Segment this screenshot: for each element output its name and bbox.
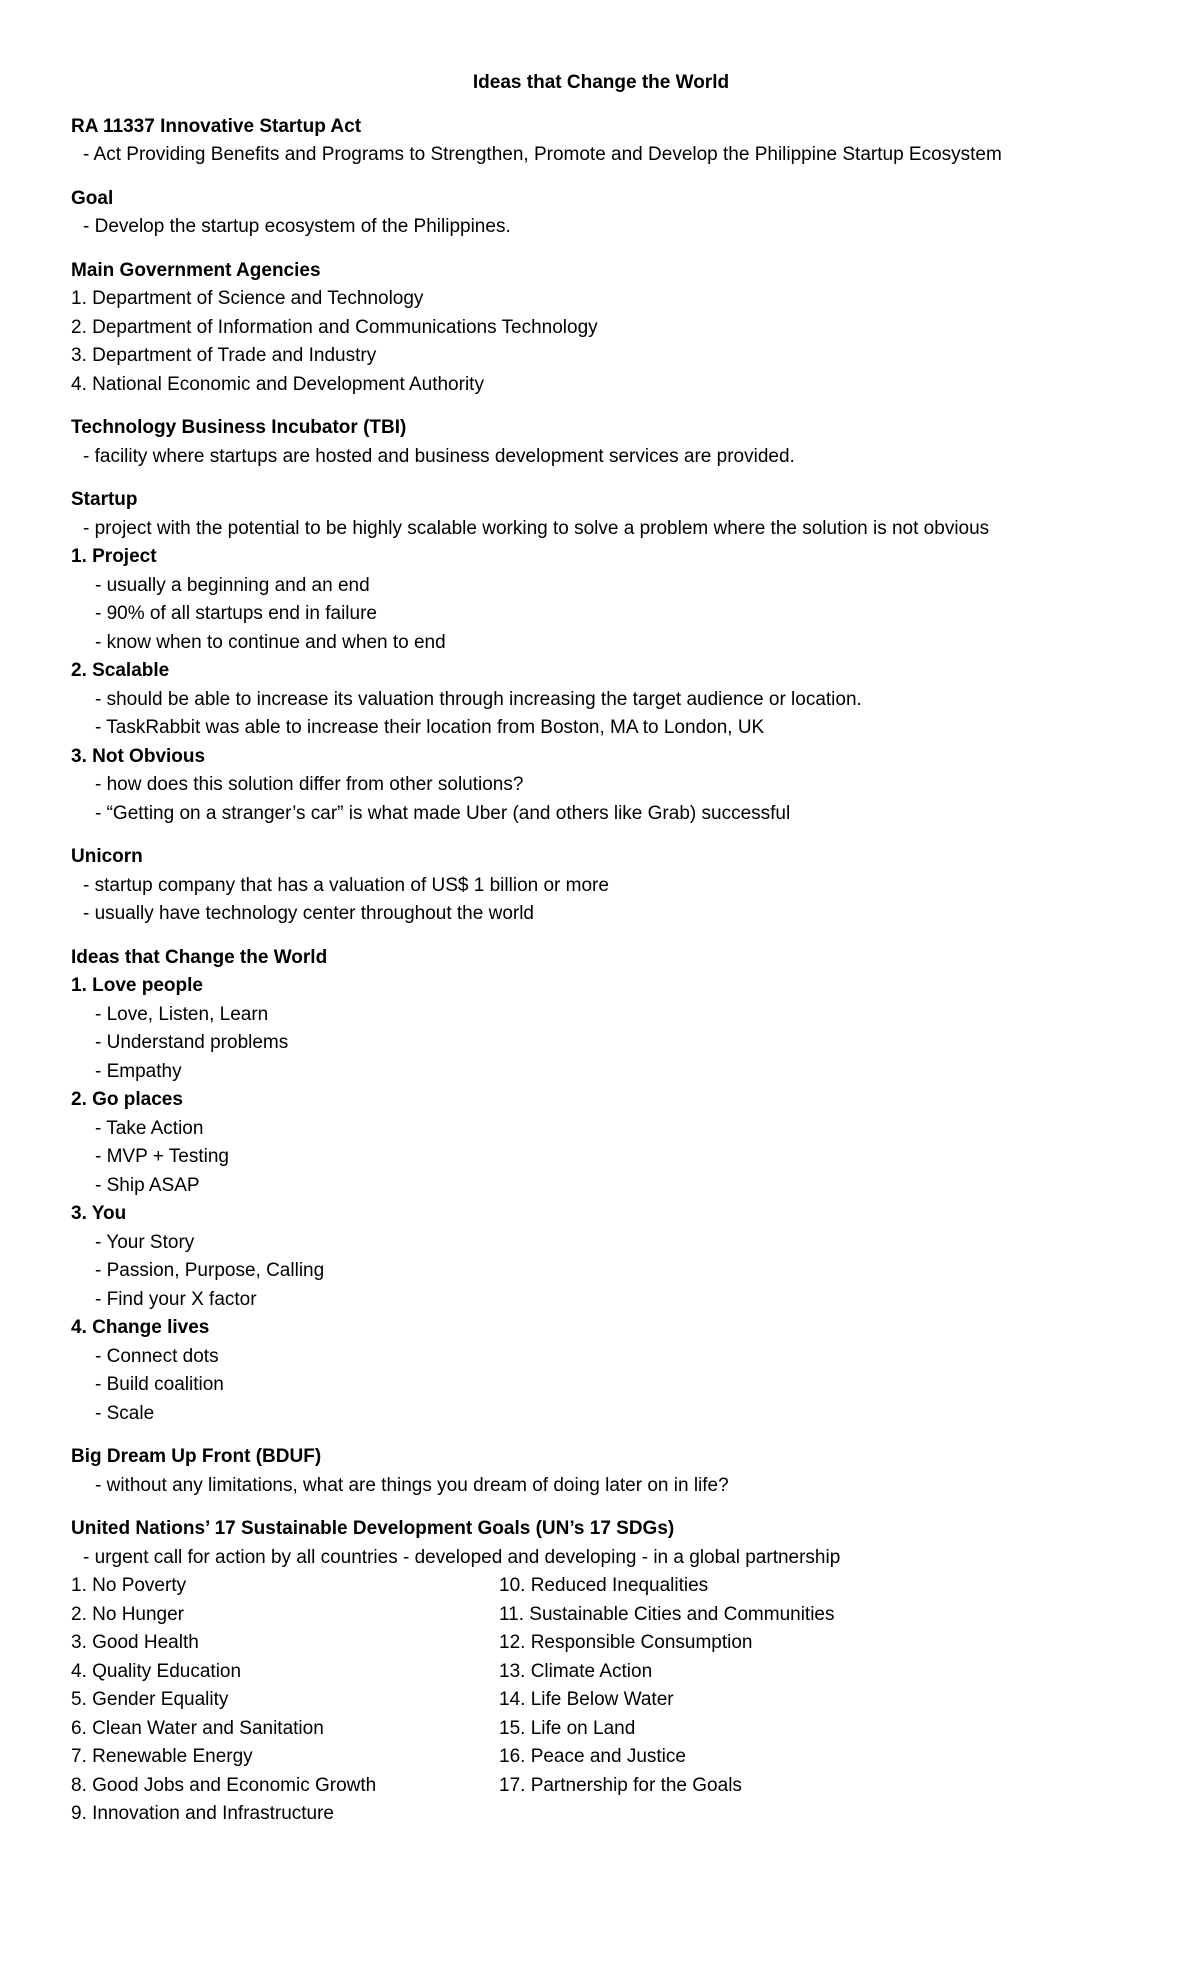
sdg-item: 9. Innovation and Infrastructure <box>71 1803 334 1824</box>
startup-point-item: - “Getting on a stranger’s car” is what made Uber (and others like Grab) successful <box>95 802 791 824</box>
agencies-section <box>71 257 1131 400</box>
goal-heading: Goal <box>71 187 114 209</box>
startup-heading: Startup <box>71 489 138 510</box>
startup-point-item: - know when to continue and when to end <box>95 631 446 653</box>
idea-point: - Understand problems <box>95 1032 289 1053</box>
bduf-heading: Big Dream Up Front (BDUF) <box>71 1446 322 1467</box>
bduf-description: - without any limitations, what are things you dream of doing later on in life? <box>95 1474 729 1496</box>
idea-point: - Take Action <box>95 1117 204 1139</box>
startup-point-item: - 90% of all startups end in failure <box>95 603 377 624</box>
agency-item: 1. Department of Science and Technology <box>71 288 424 309</box>
sdg-item: 5. Gender Equality <box>71 1689 229 1710</box>
idea-point: - Love, Listen, Learn <box>95 1003 269 1025</box>
sdg-heading: United Nations’ 17 Sustainable Development Goals (UN’s 17 SDGs) <box>71 1518 675 1539</box>
page-title: Ideas that Change the World <box>472 72 730 93</box>
act-section <box>71 113 1131 170</box>
idea-heading: 4. Change lives <box>71 1317 210 1338</box>
startup-point-item: - should be able to increase its valuation through increasing the target audience or location. <box>95 688 862 710</box>
sdg-item: 3. Good Health <box>71 1632 199 1653</box>
tbi-description: - facility where startups are hosted and business development services are provided. <box>83 445 795 467</box>
idea-point: - MVP + Testing <box>95 1146 229 1167</box>
agency-item: 3. Department of Trade and Industry <box>71 345 377 366</box>
bduf-section <box>71 1443 1131 1500</box>
idea-point: - Build coalition <box>95 1374 224 1395</box>
agency-item: 2. Department of Information and Communications Technology <box>71 316 598 338</box>
tbi-section <box>71 414 1131 471</box>
sdg-item: 17. Partnership for the Goals <box>499 1774 742 1796</box>
sdg-item: 6. Clean Water and Sanitation <box>71 1717 324 1739</box>
sdg-item: 1. No Poverty <box>71 1575 187 1596</box>
sdg-item: 13. Climate Action <box>499 1660 653 1682</box>
sdg-column-left <box>71 1572 499 1829</box>
startup-point-heading: 3. Not Obvious <box>71 745 206 767</box>
sdg-item: 4. Quality Education <box>71 1660 242 1682</box>
startup-point-heading: 1. Project <box>71 546 157 567</box>
idea-point: - Scale <box>95 1402 155 1424</box>
idea-point: - Your Story <box>95 1231 195 1253</box>
sdg-description: - urgent call for action by all countries - developed and developing - in a global partnership <box>83 1546 841 1568</box>
startup-point-item: - TaskRabbit was able to increase their location from Boston, MA to London, UK <box>95 717 765 738</box>
sdg-columns <box>71 1572 1131 1829</box>
sdg-column-right <box>499 1572 999 1829</box>
sdg-item: 10. Reduced Inequalities <box>499 1575 709 1596</box>
sdg-item: 16. Peace and Justice <box>499 1746 686 1767</box>
act-description: - Act Providing Benefits and Programs to Strengthen, Promote and Develop the Philippine Startup Ecosystem <box>83 144 1002 165</box>
goal-description: - Develop the startup ecosystem of the Philippines. <box>83 216 511 237</box>
unicorn-point: - usually have technology center throughout the world <box>83 903 534 924</box>
idea-heading: 1. Love people <box>71 975 203 996</box>
sdg-item: 11. Sustainable Cities and Communities <box>499 1603 835 1625</box>
idea-point: - Passion, Purpose, Calling <box>95 1260 325 1281</box>
sdg-item: 12. Responsible Consumption <box>499 1632 753 1653</box>
sdg-item: 7. Renewable Energy <box>71 1746 253 1767</box>
sdg-item: 14. Life Below Water <box>499 1689 674 1710</box>
startup-point-item: - usually a beginning and an end <box>95 574 370 596</box>
sdg-section <box>71 1515 1131 1829</box>
unicorn-section <box>71 843 1131 929</box>
unicorn-heading: Unicorn <box>71 846 143 867</box>
unicorn-point: - startup company that has a valuation of US$ 1 billion or more <box>83 874 609 896</box>
startup-section <box>71 486 1131 828</box>
startup-point-item: - how does this solution differ from other solutions? <box>95 774 524 795</box>
sdg-item: 8. Good Jobs and Economic Growth <box>71 1774 377 1796</box>
ideas-heading: Ideas that Change the World <box>71 946 328 968</box>
idea-point: - Connect dots <box>95 1345 219 1367</box>
agency-item: 4. National Economic and Development Authority <box>71 373 484 395</box>
idea-heading: 2. Go places <box>71 1089 183 1110</box>
act-heading: RA 11337 Innovative Startup Act <box>71 115 362 137</box>
startup-description: - project with the potential to be highly scalable working to solve a problem where the solution is not obvious <box>83 517 990 539</box>
sdg-item: 2. No Hunger <box>71 1603 185 1625</box>
idea-point: - Find your X factor <box>95 1288 257 1310</box>
idea-heading: 3. You <box>71 1203 127 1224</box>
goal-section <box>71 185 1131 242</box>
agencies-heading: Main Government Agencies <box>71 259 321 281</box>
sdg-item: 15. Life on Land <box>499 1717 636 1739</box>
ideas-section <box>71 944 1131 1429</box>
tbi-heading: Technology Business Incubator (TBI) <box>71 417 407 438</box>
idea-point: - Ship ASAP <box>95 1174 200 1196</box>
document-page <box>71 69 1131 1844</box>
idea-point: - Empathy <box>95 1060 182 1082</box>
startup-point-heading: 2. Scalable <box>71 660 170 681</box>
